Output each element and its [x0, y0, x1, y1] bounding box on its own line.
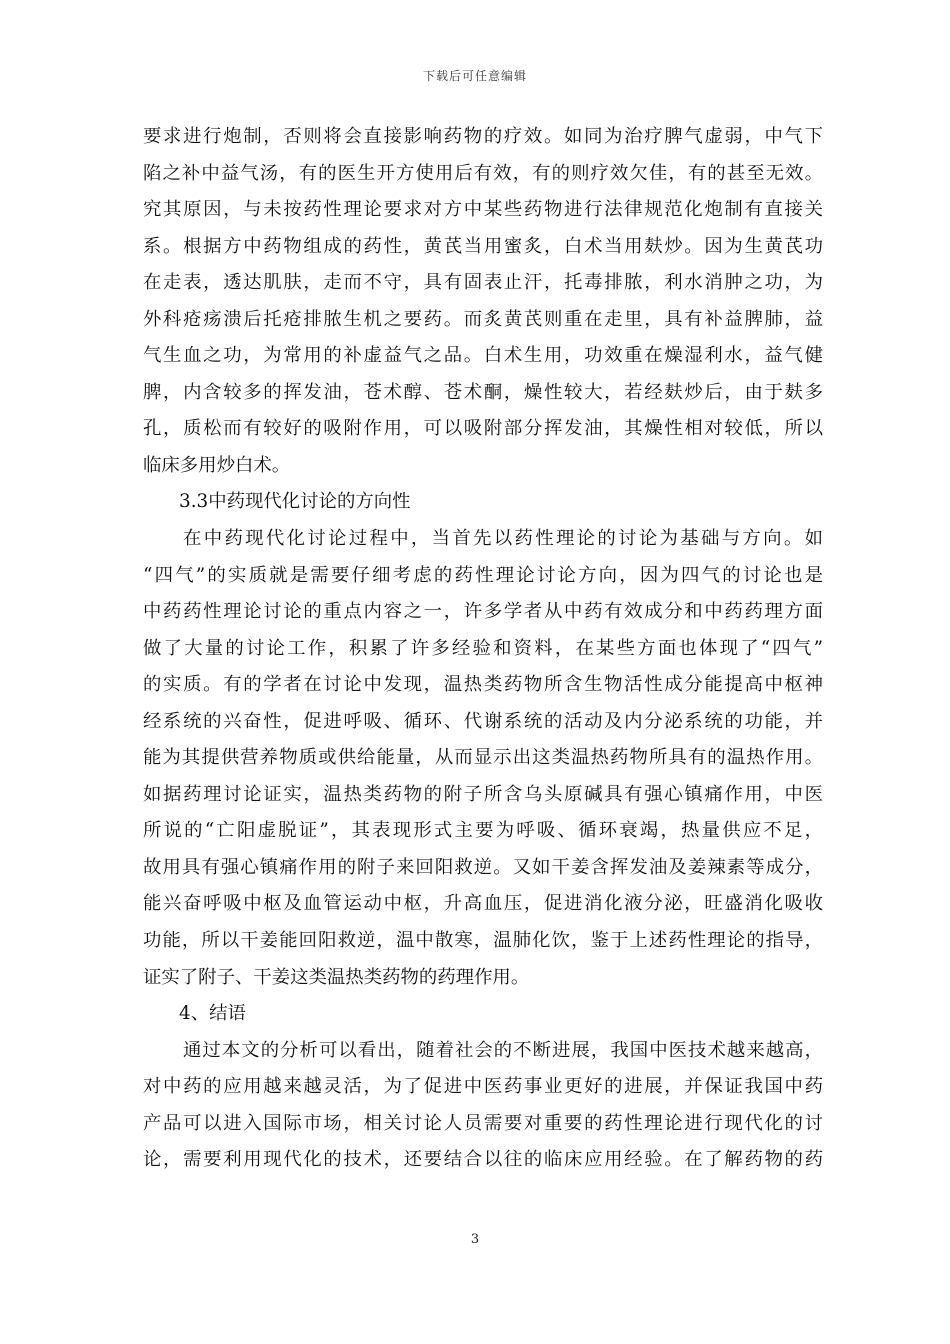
- section-heading-3-3: 3.3中药现代化讨论的方向性: [179, 491, 411, 513]
- body-text: [143, 119, 823, 1179]
- text-line: 系。根据方中药物组成的药性，黄芪当用蜜炙，白术当用麸炒。因为生黄芪功: [143, 235, 823, 257]
- text-line: 如据药理讨论证实，温热类药物的附子所含乌头原碱具有强心镇痛作用，中医: [143, 783, 823, 805]
- page-number: 3: [470, 1232, 480, 1247]
- text-line: 陷之补中益气汤，有的医生开方使用后有效，有的则疗效欠佳，有的甚至无效。: [143, 162, 823, 184]
- text-line: “四气”的实质就是需要仔细考虑的药性理论讨论方向，因为四气的讨论也是: [143, 564, 823, 586]
- text-line: 做了大量的讨论工作，积累了许多经验和资料，在某些方面也体现了“四气”: [143, 637, 823, 659]
- text-line: 外科疮疡溃后托疮排脓生机之要药。而炙黄芪则重在走里，具有补益脾肺，益: [143, 308, 823, 330]
- text-line: 能为其提供营养物质或供给能量，从而显示出这类温热药物所具有的温热作用。: [143, 747, 823, 769]
- text-line: 所说的“亡阳虚脱证”，其表现形式主要为呼吸、循环衰竭，热量供应不足，: [143, 820, 823, 842]
- text-line: 故用具有强心镇痛作用的附子来回阳救逆。又如干姜含挥发油及姜辣素等成分，: [143, 856, 823, 878]
- text-line: 论，需要利用现代化的技术，还要结合以往的临床应用经验。在了解药物的药: [143, 1149, 823, 1171]
- text-line: 能兴奋呼吸中枢及血管运动中枢，升高血压，促进消化液分泌，旺盛消化吸收: [143, 893, 823, 915]
- text-line: 中药药性理论讨论的重点内容之一，许多学者从中药有效成分和中药药理方面: [143, 601, 823, 623]
- text-line: 究其原因，与未按药性理论要求对方中某些药物进行法律规范化炮制有直接关: [143, 199, 823, 221]
- text-line: 的实质。有的学者在讨论中发现，温热类药物所含生物活性成分能提高中枢神: [143, 674, 823, 696]
- text-line: 孔，质松而有较好的吸附作用，可以吸附部分挥发油，其燥性相对较低，所以: [143, 418, 823, 440]
- section-heading-4: 4、结语: [179, 1003, 246, 1025]
- text-line: 在中药现代化讨论过程中，当首先以药性理论的讨论为基础与方向。如: [183, 528, 823, 550]
- text-line: 在走表，透达肌肤，走而不守，具有固表止汗，托毒排脓，利水消肿之功，为: [143, 272, 823, 294]
- text-line: 气生血之功，为常用的补虚益气之品。白术生用，功效重在燥湿利水，益气健: [143, 345, 823, 367]
- text-line: 产品可以进入国际市场，相关讨论人员需要对重要的药性理论进行现代化的讨: [143, 1112, 823, 1134]
- text-line: 通过本文的分析可以看出，随着社会的不断进展，我国中医技术越来越高，: [183, 1039, 823, 1061]
- text-line: 要求进行炮制，否则将会直接影响药物的疗效。如同为治疗脾气虚弱，中气下: [143, 126, 823, 147]
- text-line: 证实了附子、干姜这类温热类药物的药理作用。: [143, 966, 530, 988]
- text-line: 功能，所以干姜能回阳救逆，温中散寒，温肺化饮，鉴于上述药性理论的指导，: [143, 930, 823, 952]
- text-line: 临床多用炒白术。: [143, 454, 291, 476]
- text-line: 脾，内含较多的挥发油，苍术醇、苍术酮，燥性较大，若经麸炒后，由于麸多: [143, 381, 823, 403]
- text-line: 经系统的兴奋性，促进呼吸、循环、代谢系统的活动及内分泌系统的功能，并: [143, 710, 823, 732]
- text-line: 对中药的应用越来越灵活，为了促进中医药事业更好的进展，并保证我国中药: [143, 1076, 823, 1098]
- header-note: 下载后可任意编辑: [422, 69, 527, 83]
